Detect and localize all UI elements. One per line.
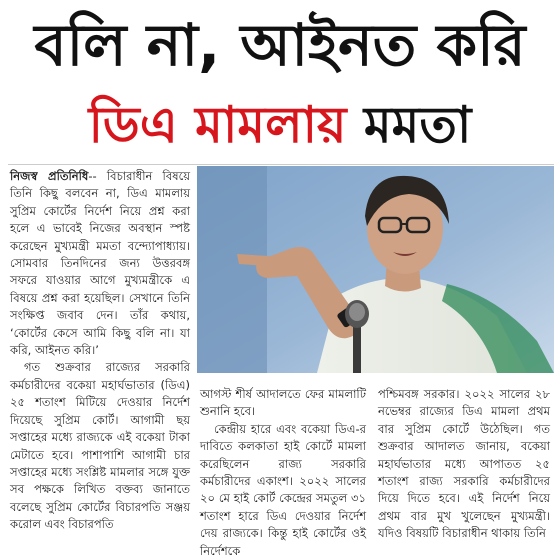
headline-divider (8, 164, 554, 165)
article-column-3 (378, 386, 550, 543)
byline: নিজস্ব প্রতিনিধি (10, 169, 89, 183)
headline-word-mamata: মমতা (363, 96, 472, 154)
article-lead-paragraph (10, 168, 190, 359)
headline-word-da: ডিএ (88, 96, 178, 154)
article-paragraph: আগস্ট শীর্ষ আদালতে ফের মামলাটি শুনানি হবে। (200, 387, 366, 419)
article-paragraph: গত শুক্রবার রাজ্যের সরকারি কর্মচারীদের বকেয়া মহার্ঘভাতার (ডিএ) ২৫ শতাংশ মিটিয়ে দেওয়ার নির্দেশ দিয়েছে সুপ্রিম কোর্ট। আগামী ছয় সপ্তাহের মধ্যে রাজ্যকে এই বকেয়া টাকা মেটাতে হবে। পাশাপাশি আগামী চার সপ্তাহের মধ্যে সংশ্লিষ্ট মামলার সঙ্গে যুক্ত সব পক্ষকে লিখিত বক্তব্য জানাতে বলেছে সুপ্রিম কোর্টের বিচারপতি সঞ্জয় করোল এবং বিচারপতি (10, 360, 190, 532)
headline-line2 (0, 86, 560, 164)
mamata-photo-illustration (197, 166, 554, 373)
headline-word-mamlay: মামলায় (195, 96, 347, 154)
article-column-2 (200, 386, 366, 560)
lead-text: বিচারাধীন বিষয়ে তিনি কিছু বলবেন না, ডিএ মামলায় সুপ্রিম কোর্টের নির্দেশ নিয়ে প্রশ্ন করা হলে এ ভাবেই নিজের অবস্থান স্পষ্ট করেছেন মুখ্যমন্ত্রী মমতা বন্দ্যোপাধ্যায়। সোমবার তিনদিনের জন্য উত্তরবঙ্গ সফরে যাওয়ার আগে মুখ্যমন্ত্রীকে এ বিষয়ে প্রশ্ন করা হয়েছিল। সেখানে তিনি সংক্ষিপ্ত জবাব দেন। তাঁর কথায়, ‘কোর্টের কেসে আমি কিছু বলি না। যা করি, আইনত করি।’ (10, 169, 190, 358)
headline-line1: বলি না, আইনত করি (34, 11, 526, 79)
article-paragraph: পশ্চিমবঙ্গ সরকার। ২০২২ সালের ২৮ নভেম্বর রাজ্যের ডিএ মামলা প্রথম বার সুপ্রিম কোর্টে উঠেছিল। গত শুক্রবার আদালত জানায়, বকেয়া মহার্ঘভাতার মধ্যে আপাতত ২৫ শতাংশ রাজ্য সরকারি কর্মচারীদের দিয়ে দিতে হবে। এই নির্দেশ নিয়ে প্রথম বার মুখ খুলেছেন মুখ্যমন্ত্রী। যদিও বিষয়টি বিচারাধীন থাকায় তিনি (378, 387, 550, 541)
article-column-1 (10, 168, 190, 534)
article-paragraph: কেন্দ্রীয় হারে এবং বকেয়া ডিএ-র দাবিতে কলকাতা হাই কোর্টে মামলা করেছিলেন রাজ্য সরকারি কর্মচারীদের একাংশ। ২০২২ সালের ২০ মে হাই কোর্ট কেন্দ্রের সমতুল ৩১ শতাংশ হারে ডিএ দেওয়ার নির্দেশ দেয় রাজ্যকে। কিন্তু হাই কোর্টের ওই নির্দেশকে (200, 421, 366, 558)
article-photo (197, 166, 554, 373)
byline-dash: -- (88, 169, 107, 183)
